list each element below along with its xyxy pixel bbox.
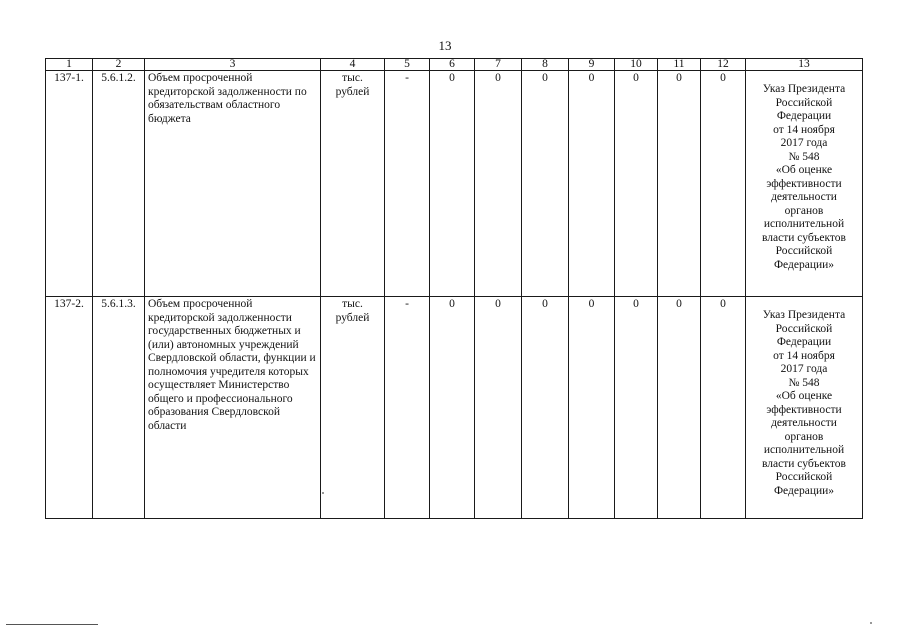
value-cell: 0 — [658, 71, 701, 297]
value-cell: 0 — [569, 71, 615, 297]
column-header: 9 — [569, 59, 615, 71]
column-header: 1 — [46, 59, 93, 71]
column-header: 5 — [385, 59, 430, 71]
row-number: 137-2. — [46, 297, 93, 519]
table-header-row — [46, 59, 863, 71]
column-header: 10 — [615, 59, 658, 71]
column-header: 4 — [321, 59, 385, 71]
value-cell: 0 — [569, 297, 615, 519]
table-row — [46, 297, 863, 519]
unit: тыс. рублей — [321, 297, 385, 519]
value-cell: 0 — [701, 297, 746, 519]
column-header: 3 — [145, 59, 321, 71]
column-header: 7 — [475, 59, 522, 71]
footnote-divider — [6, 624, 98, 625]
value-cell: - — [385, 297, 430, 519]
column-header: 2 — [93, 59, 145, 71]
indicator-name: Объем просроченной кредиторской задолженности по обязательствам областного бюджета — [145, 71, 321, 297]
legal-basis: Указ Президента Российской Федерации от 14 ноября 2017 года № 548 «Об оценке эффективности деятельности органов исполнительной власти субъектов Российской Федерации» — [746, 71, 863, 297]
indicator-code: 5.6.1.2. — [93, 71, 145, 297]
value-cell: 0 — [615, 71, 658, 297]
column-header: 8 — [522, 59, 569, 71]
value-cell: 0 — [658, 297, 701, 519]
value-cell: 0 — [522, 71, 569, 297]
row-number: 137-1. — [46, 71, 93, 297]
column-header: 12 — [701, 59, 746, 71]
column-header: 11 — [658, 59, 701, 71]
unit: тыс. рублей — [321, 71, 385, 297]
indicator-code: 5.6.1.3. — [93, 297, 145, 519]
value-cell: 0 — [701, 71, 746, 297]
value-cell: 0 — [475, 297, 522, 519]
legal-basis: Указ Президента Российской Федерации от 14 ноября 2017 года № 548 «Об оценке эффективности деятельности органов исполнительной власти субъектов Российской Федерации» — [746, 297, 863, 519]
value-cell: 0 — [430, 297, 475, 519]
page-number: 13 — [438, 38, 452, 53]
value-cell: 0 — [475, 71, 522, 297]
value-cell: 0 — [522, 297, 569, 519]
value-cell: 0 — [430, 71, 475, 297]
indicators-table — [45, 58, 863, 519]
table-row — [46, 71, 863, 297]
indicator-name: Объем просроченной кредиторской задолженности государственных бюджетных и (или) автономных учреждений Свердловской области, функции и полномочия учредителя которых осуществляет Министерство общего и профессионального образования Свердловской области — [145, 297, 321, 519]
value-cell: - — [385, 71, 430, 297]
column-header: 6 — [430, 59, 475, 71]
value-cell: 0 — [615, 297, 658, 519]
scan-speck — [870, 622, 872, 624]
column-header: 13 — [746, 59, 863, 71]
scan-speck — [322, 492, 324, 494]
